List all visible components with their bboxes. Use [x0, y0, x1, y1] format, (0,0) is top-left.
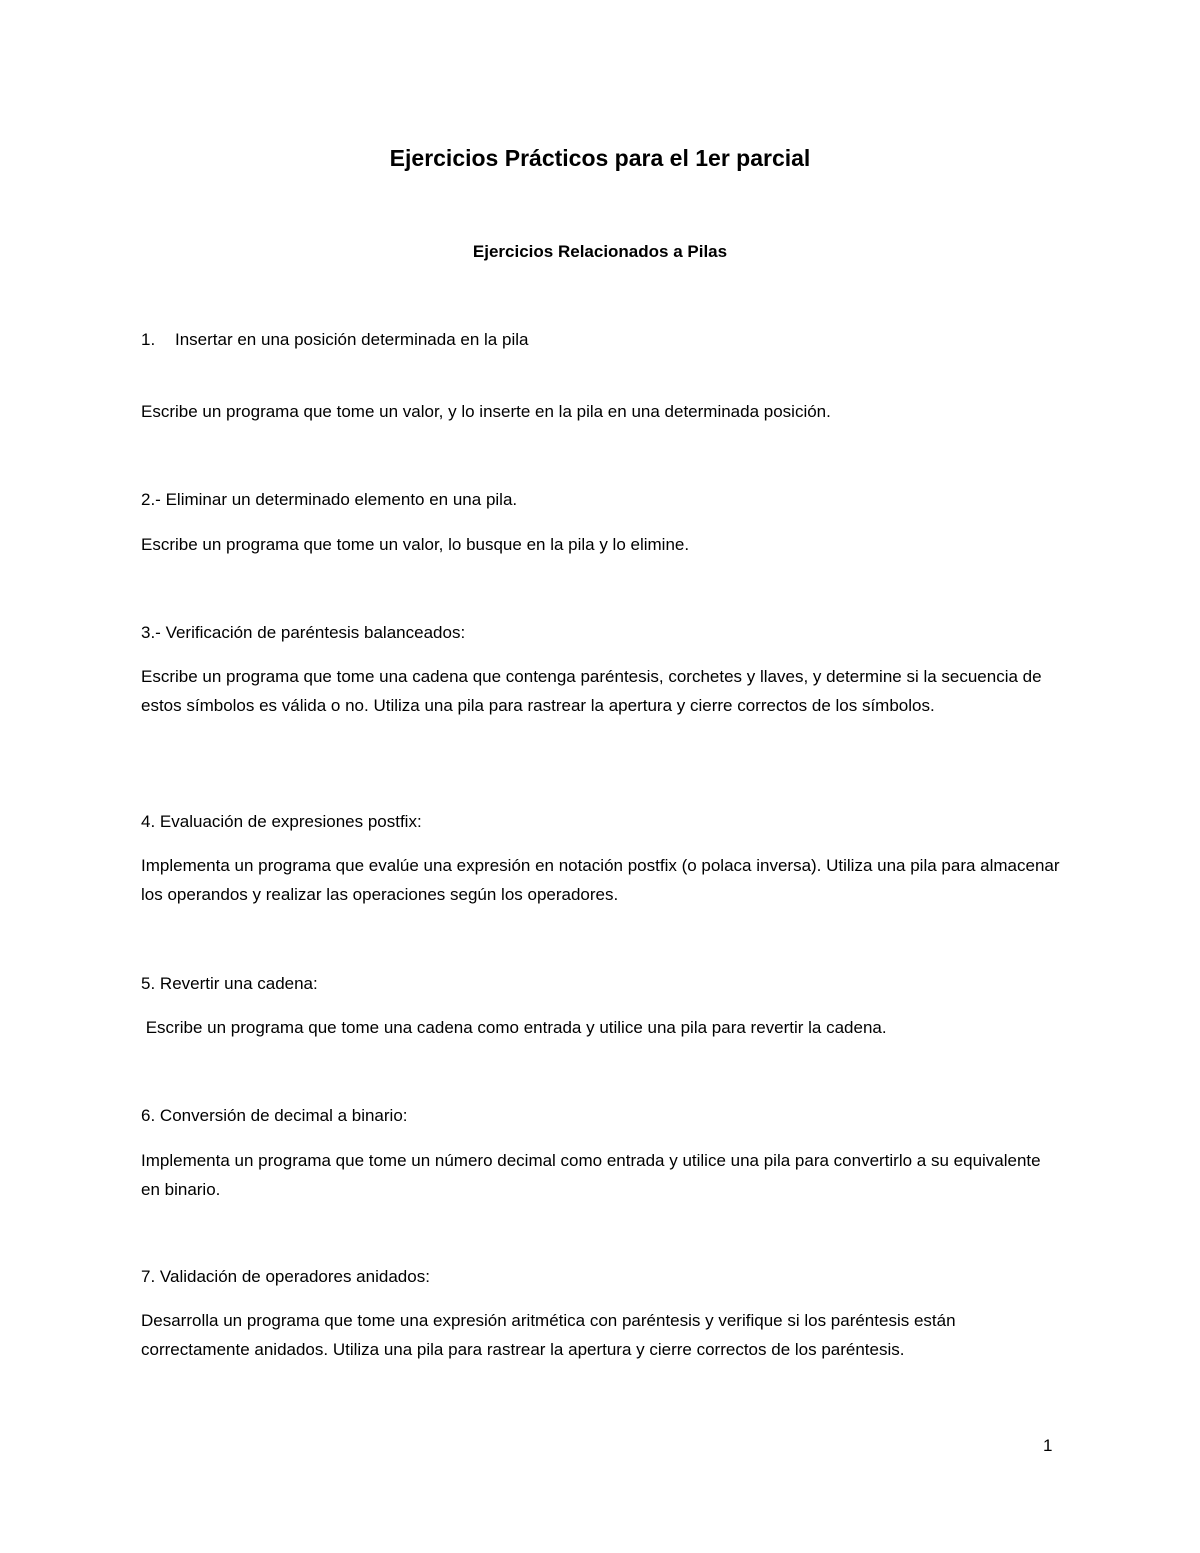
exercise-4-heading — [141, 808, 422, 836]
document-subtitle: Ejercicios Relacionados a Pilas — [472, 242, 728, 261]
exercise-1-title: Insertar en una posición determinada en la pila — [175, 330, 529, 349]
exercise-5-title: Revertir una cadena: — [159, 974, 318, 993]
exercise-2-body: Escribe un programa que tome un valor, lo busque en la pila y lo elimine. — [141, 535, 690, 554]
exercise-4-title: Evaluación de expresiones postfix: — [159, 812, 422, 831]
exercise-2-title: Eliminar un determinado elemento en una pila. — [165, 490, 518, 509]
exercise-1-number: 1. — [141, 330, 156, 349]
exercise-4-number: 4. — [141, 812, 156, 831]
exercise-5-body: Escribe un programa que tome una cadena como entrada y utilice una pila para revertir la cadena. — [141, 1018, 887, 1037]
exercise-3-heading — [141, 619, 465, 647]
page-number: 1 — [1043, 1436, 1053, 1455]
exercise-7-number: 7. — [141, 1267, 156, 1286]
document-title: Ejercicios Prácticos para el 1er parcial — [389, 145, 811, 171]
exercise-6-number: 6. — [141, 1106, 156, 1125]
exercise-6-title: Conversión de decimal a binario: — [159, 1106, 408, 1125]
exercise-2-heading — [141, 486, 517, 514]
exercise-6-heading — [141, 1102, 408, 1130]
exercise-2-number: 2.- — [141, 490, 161, 509]
exercise-6-body: Implementa un programa que tome un número decimal como entrada y utilice una pila para convertirlo a su equivalente en binario. — [141, 1151, 1041, 1199]
exercise-4-body: Implementa un programa que evalúe una expresión en notación postfix (o polaca inversa). Utiliza una pila para almacenar los operandos y realizar las operaciones según los operadores. — [141, 856, 1060, 904]
exercise-7-body: Desarrolla un programa que tome una expresión aritmética con paréntesis y verifique si los paréntesis están correctamente anidados. Utiliza una pila para rastrear la apertura y cierre correctos de los paréntesis. — [141, 1311, 956, 1359]
exercise-7-heading — [141, 1263, 430, 1291]
exercise-3-title: Verificación de paréntesis balanceados: — [165, 623, 466, 642]
exercise-7-title: Validación de operadores anidados: — [159, 1267, 430, 1286]
exercise-1-body: Escribe un programa que tome un valor, y lo inserte en la pila en una determinada posición. — [141, 402, 831, 421]
exercise-1-heading — [141, 326, 528, 354]
exercise-3-number: 3.- — [141, 623, 161, 642]
exercise-5-heading — [141, 970, 318, 998]
exercise-3-body: Escribe un programa que tome una cadena que contenga paréntesis, corchetes y llaves, y determine si la secuencia de estos símbolos es válida o no. Utiliza una pila para rastrear la apertura y cierre correctos de los símbolos. — [141, 667, 1042, 715]
exercise-5-number: 5. — [141, 974, 156, 993]
